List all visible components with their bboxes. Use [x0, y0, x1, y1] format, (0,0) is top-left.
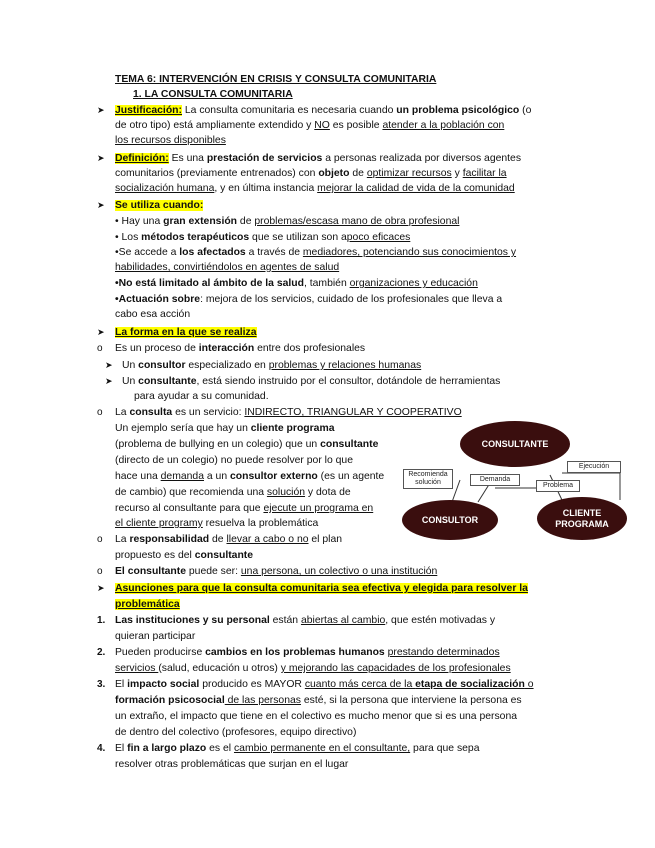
asuncion-2-cont: servicios (salud, educación u otros) y mejorando las capacidades de los profesionales	[115, 663, 511, 674]
arrow-bullet-icon: ➤	[97, 105, 105, 115]
consulta-diagram	[400, 420, 630, 540]
consulta-tipo: La consulta es un servicio: INDIRECTO, TRIANGULAR Y COOPERATIVO	[115, 407, 462, 418]
forma-item-2: Un consultor especializado en problemas y relaciones humanas	[122, 360, 422, 371]
page-title: TEMA 6: INTERVENCIÓN EN CRISIS Y CONSULTA COMUNITARIA	[115, 74, 437, 85]
responsabilidad-line-1: La responsabilidad de llevar a cabo o no el plan	[115, 534, 343, 545]
justificacion-line-2: de otro tipo) está ampliamente extendido y NO es posible atender a la población con	[115, 120, 505, 131]
asuncion-4: El fin a largo plazo es el cambio permanente en el consultante, para que sepa	[115, 743, 480, 754]
forma-item-3-cont: para ayudar a su comunidad.	[134, 391, 269, 402]
justificacion-line-1: Justificación: La consulta comunitaria es necesaria cuando un problema psicológico (o	[115, 105, 532, 116]
circle-bullet-icon: o	[97, 534, 103, 545]
uso-item-1: • Hay una gran extensión de problemas/escasa mano de obra profesional	[115, 216, 460, 227]
arrow-bullet-icon: ➤	[97, 200, 105, 210]
ejemplo-line-2: (problema de bullying en un colegio) que un consultante	[115, 439, 379, 450]
arrow-bullet-icon: ➤	[105, 360, 113, 370]
circle-bullet-icon: o	[97, 343, 103, 354]
forma-item-1: Es un proceso de interacción entre dos profesionales	[115, 343, 366, 354]
asuncion-3-cont-2: un extraño, el impacto que tiene en el colectivo es mucho menor que si es una persona	[115, 711, 518, 722]
arrow-bullet-icon: ➤	[97, 153, 105, 163]
uso-item-5: •Actuación sobre: mejora de los servicios, cuidado de los profesionales que lleva a	[115, 294, 503, 305]
asuncion-1: Las instituciones y su personal están abiertas al cambio, que estén motivadas y	[115, 615, 496, 626]
asunciones-heading: Asunciones para que la consulta comunitaria sea efectiva y elegida para resolver la	[115, 583, 528, 594]
node-consultante: CONSULTANTE	[460, 421, 570, 467]
ejemplo-line-3: (directo de un colegio) no puede resolver por lo que	[115, 455, 353, 466]
arrow-bullet-icon: ➤	[97, 583, 105, 593]
uso-item-2: • Los métodos terapéuticos que se utilizan son apoco eficaces	[115, 232, 411, 243]
definicion-line-2: comunitarios (previamente entrenados) con objeto de optimizar recursos y facilitar la	[115, 168, 507, 179]
ejemplo-line-6: recurso al consultante para que ejecute un programa en	[115, 503, 374, 514]
circle-bullet-icon: o	[97, 407, 103, 418]
asunciones-heading-cont: problemática	[115, 599, 180, 610]
uso-heading: Se utiliza cuando:	[115, 200, 204, 211]
section-subtitle: 1. LA CONSULTA COMUNITARIA	[133, 89, 293, 100]
ejemplo-line-5: de cambio) que recomienda una solución y dota de	[115, 487, 351, 498]
label-demanda: Demanda	[470, 474, 520, 486]
arrow-bullet-icon: ➤	[97, 327, 105, 337]
asuncion-1-cont: quieran participar	[115, 631, 196, 642]
asuncion-4-cont: resolver otras problemáticas que surjan en el lugar	[115, 759, 349, 770]
justificacion-line-3: los recursos disponibles	[115, 135, 226, 146]
uso-item-4: •No está limitado al ámbito de la salud, también organizaciones y educación	[115, 278, 478, 289]
uso-item-5-cont: cabo esa acción	[115, 309, 191, 320]
node-consultor: CONSULTOR	[402, 500, 498, 540]
arrow-bullet-icon: ➤	[105, 376, 113, 386]
uso-item-3-cont: habilidades, convirtiéndolos en agentes de salud	[115, 262, 340, 273]
node-cliente-programa: CLIENTE PROGRAMA	[537, 497, 627, 540]
label-ejecucion: Ejecución	[567, 461, 621, 473]
definicion-line-1: Definición: Es una prestación de servicios a personas realizada por diversos agentes	[115, 153, 522, 164]
list-number: 1.	[97, 615, 106, 626]
asuncion-3: El impacto social producido es MAYOR cuanto más cerca de la etapa de socialización o	[115, 679, 534, 690]
ejemplo-line-4: hace una demanda a un consultor externo (es un agente	[115, 471, 385, 482]
definicion-line-3: socialización humana, y en última instancia mejorar la calidad de vida de la comunidad	[115, 183, 515, 194]
label-problema: Problema	[536, 480, 580, 492]
list-number: 2.	[97, 647, 106, 658]
asuncion-3-cont-1: formación psicosocial de las personas esté, si la persona que interviene la persona es	[115, 695, 522, 706]
asuncion-3-cont-3: de dentro del colectivo (profesores, equipo directivo)	[115, 727, 357, 738]
ejemplo-line-7: el cliente programy resuelva la problemática	[115, 518, 319, 529]
uso-item-3: •Se accede a los afectados a través de mediadores, potenciando sus conocimientos y	[115, 247, 517, 258]
label-recomienda: Recomienda solución	[403, 469, 453, 489]
forma-item-3: Un consultante, está siendo instruido por el consultor, dotándole de herramientas	[122, 376, 501, 387]
list-number: 3.	[97, 679, 106, 690]
forma-heading: La forma en la que se realiza	[115, 327, 257, 338]
circle-bullet-icon: o	[97, 566, 103, 577]
list-number: 4.	[97, 743, 106, 754]
ejemplo-line-1: Un ejemplo sería que hay un cliente programa	[115, 423, 335, 434]
consultante-tipos: El consultante puede ser: una persona, un colectivo o una institución	[115, 566, 438, 577]
responsabilidad-line-2: propuesto es del consultante	[115, 550, 254, 561]
asuncion-2: Pueden producirse cambios en los problemas humanos prestando determinados	[115, 647, 500, 658]
